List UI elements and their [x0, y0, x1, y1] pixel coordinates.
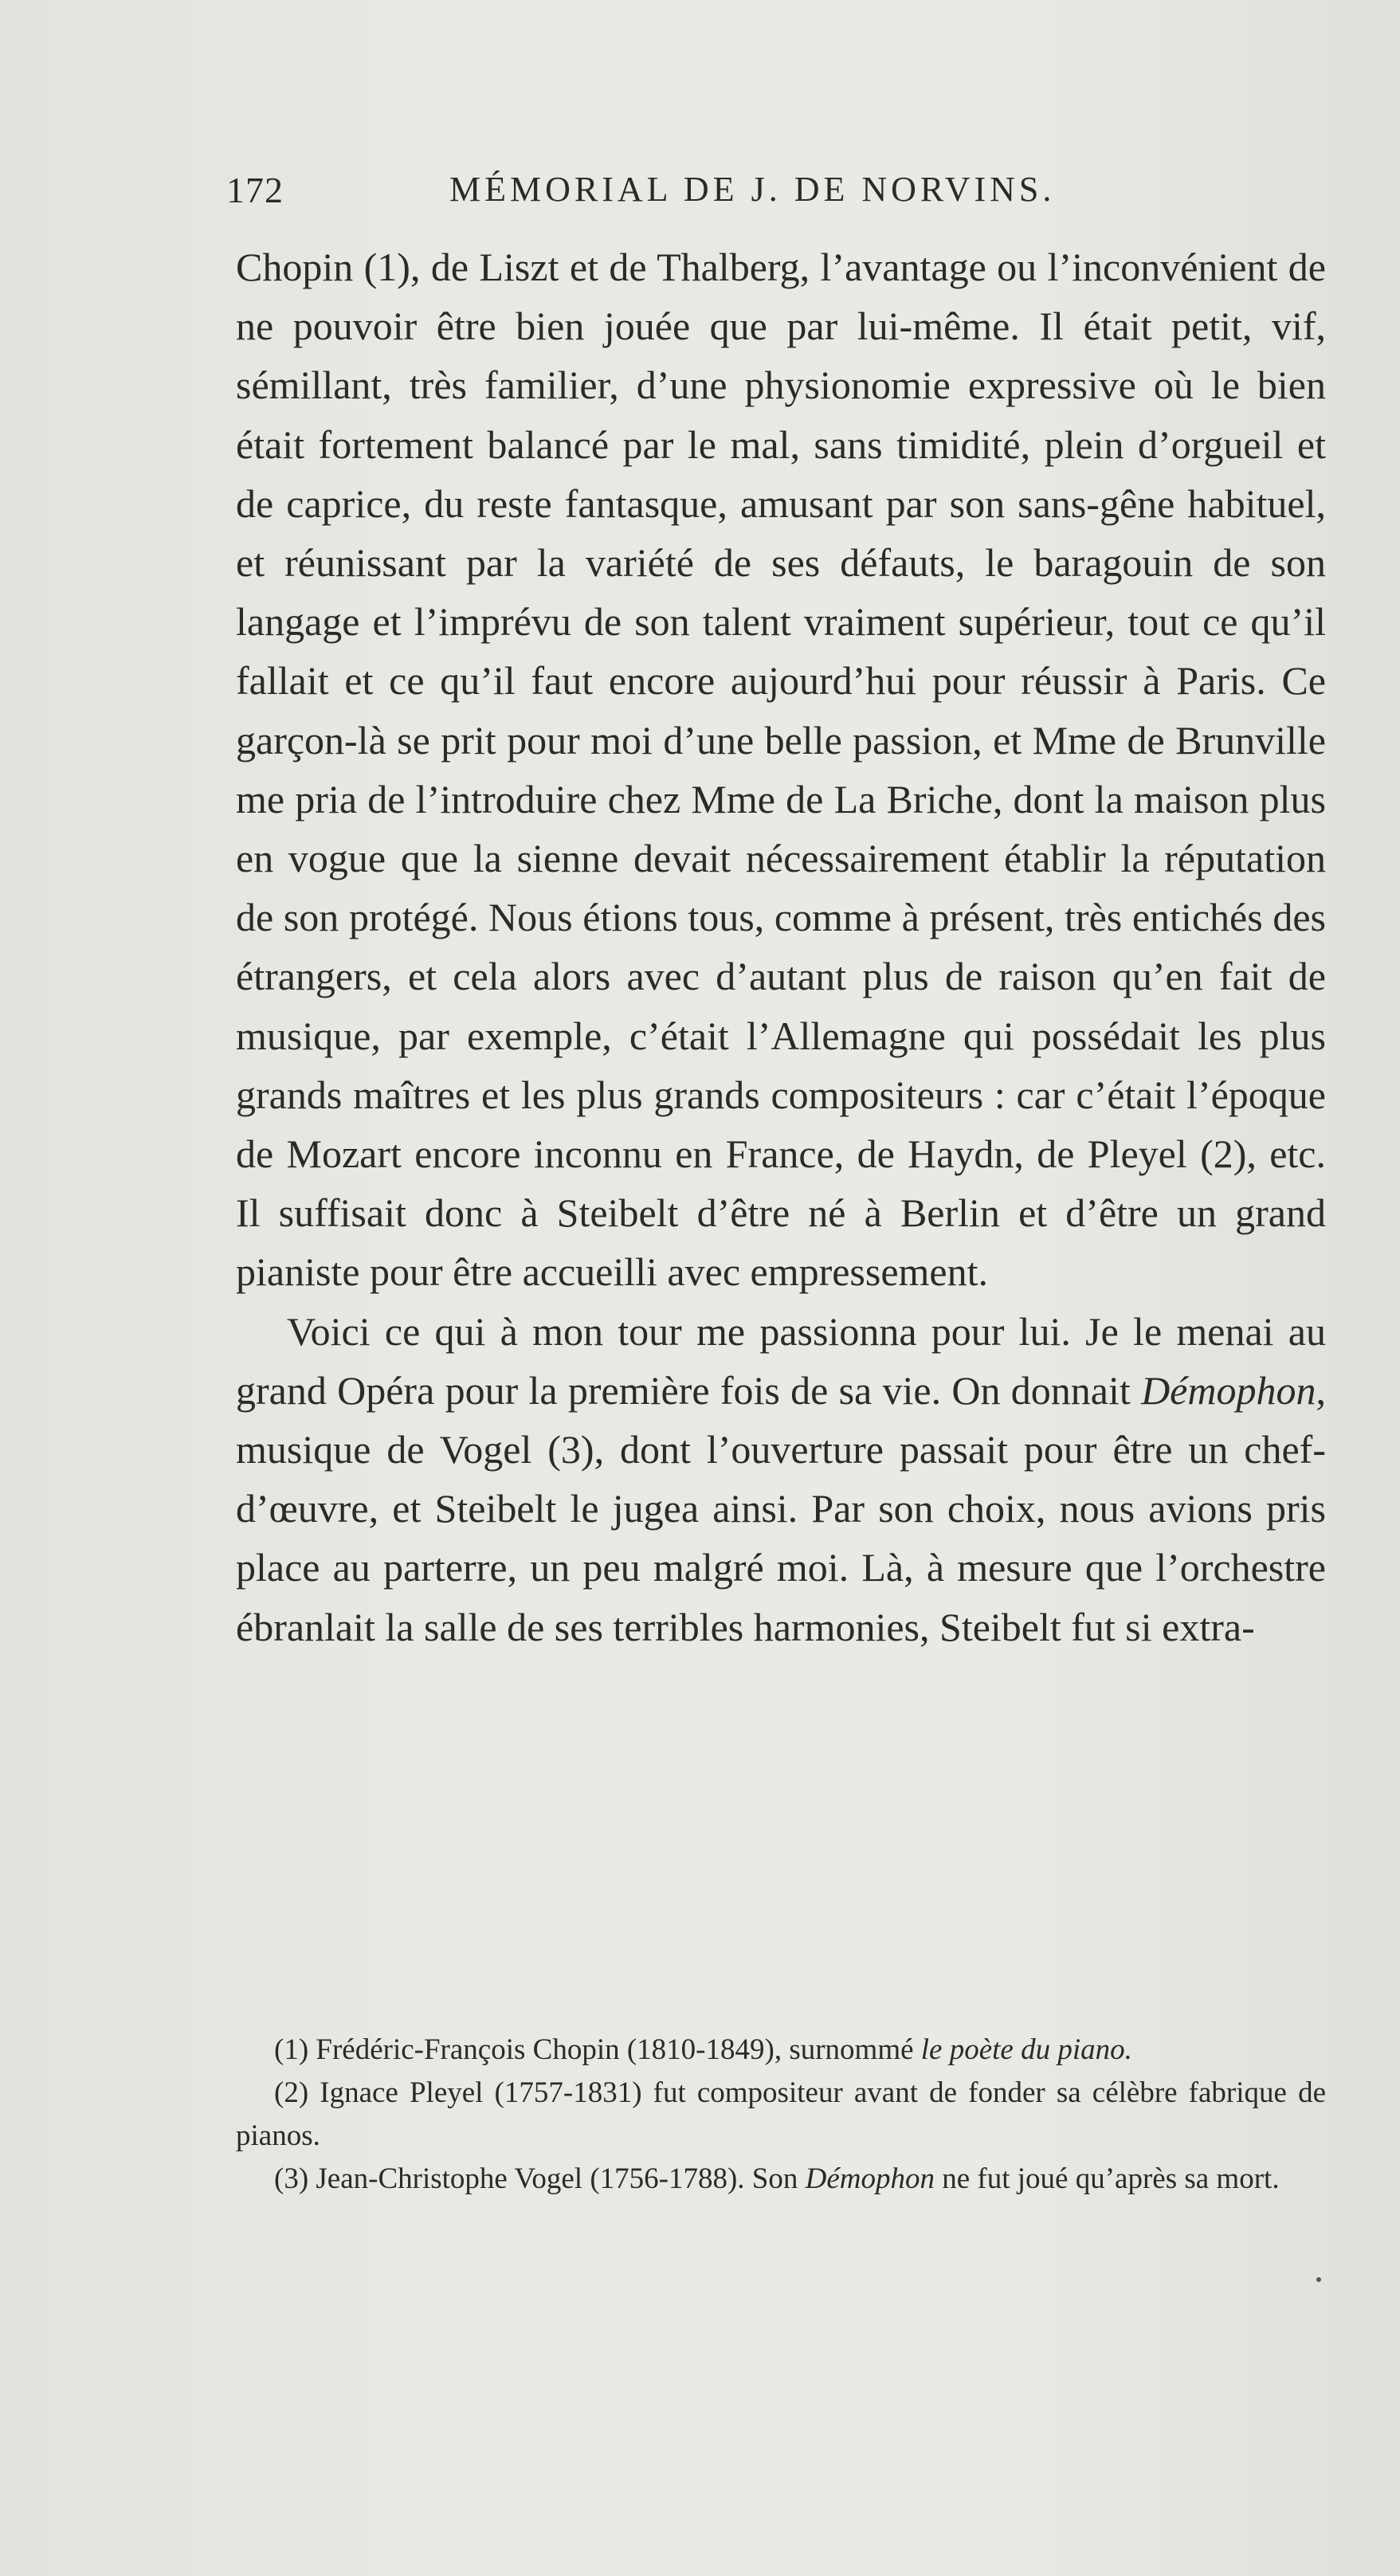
running-head — [226, 169, 1326, 225]
paragraph-2-start: Voici ce qui à mon tour me passionna pour lui. Je le menai au grand Opéra pour la première fois de sa vie. On donnait — [236, 1308, 1326, 1413]
footnote-3-text: (3) Jean-Christophe Vogel (1756-1788). Son — [274, 2162, 806, 2195]
footnote-1-italic: le poète du piano. — [920, 2033, 1132, 2066]
paragraph-2-end: , musique de Vogel (3), dont l’ouverture passait pour être un chef-d’œuvre, et Steibelt le jugea ainsi. Par son choix, nous avions pris place au parterre, un peu malgré moi. Là, à mesure que l’orchestre ébranlait la salle de ses terribles harmonies, Steibelt fut si extra- — [236, 1367, 1326, 1649]
paragraph-1: Chopin (1), de Liszt et de Thalberg, l’avantage ou l’inconvénient de ne pouvoir être bien jouée que par lui-même. Il était petit, vif, sémillant, très familier, d’une physionomie expressive où le bien était fortement balancé par le mal, sans timidité, plein d’orgueil et de caprice, du reste fantasque, amusant par son sans-gêne habituel, et réunissant par la variété de ses défauts, le baragouin de son langage et l’imprévu de son talent vraiment supérieur, tout ce qu’il fallait et ce qu’il faut encore aujourd’hui pour réussir à Paris. Ce garçon-là se prit pour moi d’une belle passion, et Mme de Brunville me pria de l’introduire chez Mme de La Briche, dont la maison plus en vogue que la sienne devait nécessairement établir la réputation de son protégé. Nous étions tous, comme à présent, très entichés des étrangers, et cela alors avec d’autant plus de raison qu’en fait de musique, par exemple, c’était l’Allemagne qui possédait les plus grands maîtres et les plus grands compositeurs : car c’était l’époque de Mozart encore inconnu en France, de Haydn, de Pleyel (2), etc. Il suffisait donc à Steibelt d’être né à Berlin et d’être un grand pianiste pour être accueilli avec empressement. — [236, 245, 1326, 1295]
ink-speck — [1316, 2277, 1321, 2282]
footnote-3 — [236, 2158, 1326, 2201]
footnote-1-text: (1) Frédéric-François Chopin (1810-1849), surnommé — [274, 2033, 921, 2066]
footnote-3-end: ne fut joué qu’après sa mort. — [935, 2162, 1280, 2195]
page-number: 172 — [226, 170, 284, 210]
footnotes — [236, 2029, 1326, 2201]
footnote-3-italic: Démophon — [805, 2162, 935, 2195]
footnote-1 — [236, 2029, 1326, 2072]
footnote-2: (2) Ignace Pleyel (1757-1831) fut compositeur avant de fonder sa célèbre fabrique de pianos. — [236, 2076, 1326, 2152]
main-text — [236, 237, 1326, 1657]
running-title: MÉMORIAL DE J. DE NORVINS. — [449, 170, 1056, 209]
paragraph-2 — [236, 1302, 1326, 1657]
opera-title: Démophon — [1141, 1367, 1316, 1413]
